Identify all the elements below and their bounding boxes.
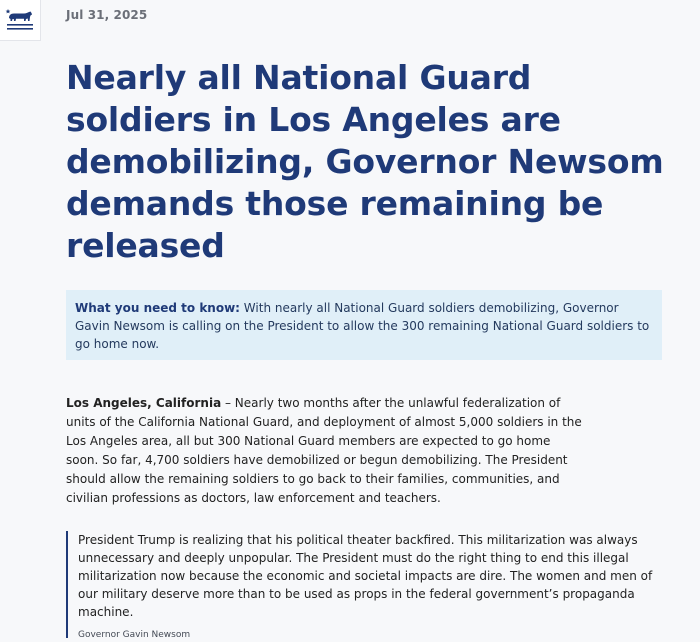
lede-text: – Nearly two months after the unlawful federalization of units of the California National Guard, and deployment of almost 5,000 soldiers in the Los Angeles area, all but 300 National Guard members are expected to go home soon. So far, 4,700 soldiers have demobilized or begun demobilizing. The President should allow the remaining soldiers to go back to their families, communities, and civilian professions as doctors, law enforcement and teachers. <box>66 396 582 505</box>
california-bear-icon <box>5 7 35 33</box>
summary-callout <box>66 290 662 360</box>
quote-text: President Trump is realizing that his political theater backfired. This militarization was always unnecessary and deeply unpopular. The President must do the right thing to end this illegal militarization now because the economic and societal impacts are dire. The women and men of our military deserve more than to be used as props in the federal government’s propaganda machine. <box>78 533 653 619</box>
lede-paragraph <box>66 394 586 508</box>
summary-label: What you need to know: <box>75 301 240 315</box>
governor-quote <box>66 531 662 638</box>
dateline: Los Angeles, California <box>66 396 222 410</box>
page-title: Nearly all National Guard soldiers in Los Angeles are demobilizing, Governor Newsom demands those remaining be released <box>66 58 664 265</box>
publish-date: Jul 31, 2025 <box>66 8 148 22</box>
site-logo[interactable] <box>0 0 41 41</box>
quote-attribution: Governor Gavin Newsom <box>78 630 191 640</box>
summary-text: With nearly all National Guard soldiers demobilizing, Governor Gavin Newsom is calling on the President to allow the 300 remaining National Guard soldiers to go home now. <box>75 301 650 351</box>
